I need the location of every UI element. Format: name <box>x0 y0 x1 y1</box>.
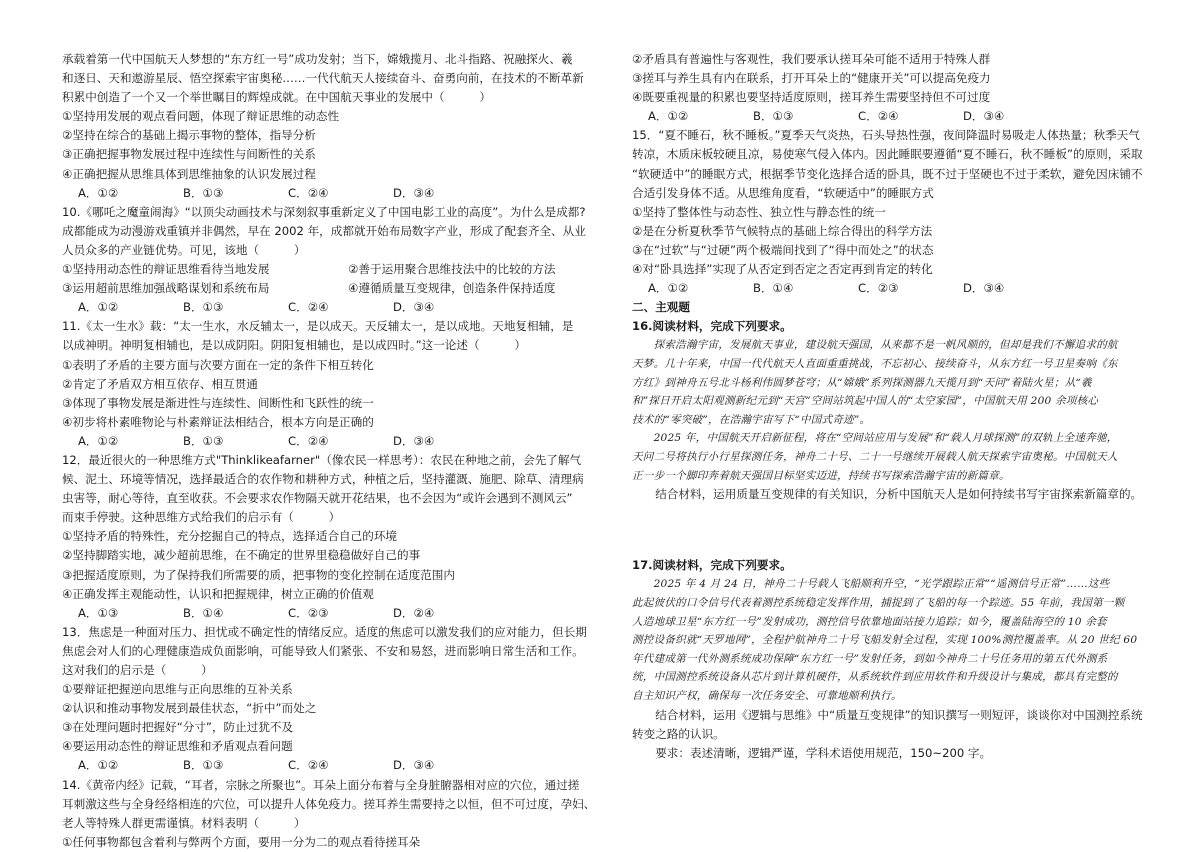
option-a: A．①② <box>648 109 689 124</box>
answer-space <box>632 504 1179 556</box>
question-15 <box>632 126 1179 298</box>
q14-item: ②矛盾具有普遍性与客观性，我们要承认搓耳朵可能不适用于特殊人群 <box>632 52 991 66</box>
option-c: C．②③ <box>288 605 329 620</box>
q16-material-line: 正一步一个脚印奔着航天强国目标坚实迈进，持续书写探索浩瀚宇宙的新篇章。 <box>632 469 1010 482</box>
q15-stem-line: 15．“夏不睡石，秋不睡板。”夏季天气炎热，石头导热性强，夜间降温时易吸走人体热量；秋季天气 <box>632 128 1140 143</box>
q11-stem-line: 以成神明。神明复相辅也，是以成阴阳。阴阳复相辅也，是以成四时。”这一论述（ ） <box>62 338 526 353</box>
option-c: C．②④ <box>288 185 329 200</box>
q10-item-row <box>62 279 609 298</box>
question-12 <box>62 451 609 623</box>
q16-material-line: 天问二号将执行小行星探测任务，神舟二十号、二十一号继续开展载人航天探索宇宙奥秘。中国航天人 <box>632 450 1118 463</box>
q17-material-line: 年代建成第一代外测系统成功保障“东方红一号”发射任务，到如今神舟二十号任务用的第五代外测系 <box>632 652 1108 665</box>
q12-stem-line: 虫害等，耐心等待，直至收获。不会要求农作物隔天就开花结果，也不会因为“或许会遇到不测风云” <box>62 491 573 506</box>
q15-item: ④对“卧具选择”实现了从否定到否定之否定再到肯定的转化 <box>632 262 933 277</box>
option-c: C．②④ <box>858 109 899 124</box>
q10-item: ③运用超前思维加强战略谋划和系统布局 <box>62 281 270 296</box>
q17-material-line: 自主知识产权，确保每一次任务安全、可靠地顺利执行。 <box>632 689 902 702</box>
q9-options <box>62 184 609 203</box>
q15-item: ②是在分析夏秋季节气候特点的基础上综合得出的科学方法 <box>632 223 933 238</box>
q12-stem-line: 而束手停驶。这种思维方式给我们的启示有（ ） <box>62 510 341 525</box>
q17-note: 要求：表述清晰，逻辑严谨，学科术语使用规范，150~200 字。 <box>632 745 992 760</box>
q10-stem-line: 10.《哪吒之魔童闹海》“以顶尖动画技术与深刻叙事重新定义了中国电影工业的高度”。为什么是成都? <box>62 204 586 219</box>
q13-item: ②认识和推动事物发展到最佳状态，“折中”而处之 <box>62 701 317 716</box>
q16-requirement: 结合材料，运用质量互变规律的有关知识，分析中国航天人是如何持续书写宇宙探索新篇章的。 <box>632 487 1143 502</box>
option-b: B．①④ <box>753 281 794 296</box>
option-c: C．②④ <box>288 758 329 773</box>
q15-item: ①坚持了整体性与动态性、独立性与静态性的统一 <box>632 204 886 219</box>
question-14 <box>62 776 609 852</box>
q14-item: ①任何事物都包含着利与弊两个方面，要用一分为二的观点看待搓耳朵 <box>62 834 421 849</box>
question-17 <box>632 556 1179 763</box>
q13-stem-line: 13．焦虑是一种面对压力、担忧或不确定性的情绪反应。适度的焦虑可以激发我们的应对能力，但长期 <box>62 624 587 639</box>
q15-stem-line: 合适引发身体不适。从思维角度看，“软硬适中”的睡眠方式 <box>632 185 934 200</box>
q12-item: ④正确发挥主观能动性，认识和把握规律，树立正确的价值观 <box>62 586 374 601</box>
option-d: D．③④ <box>393 185 435 200</box>
q13-item: ①要辩证把握逆向思维与正向思维的互补关系 <box>62 682 293 697</box>
option-b: B．①③ <box>753 109 794 124</box>
question-9 <box>62 50 609 203</box>
q16-heading: 16.阅读材料，完成下列要求。 <box>632 319 792 334</box>
q12-stem-line: 候、泥土、环境等情况，选择最适合的农作物和耕种方式，种植之后，坚持灌溉、施肥、除草、清理病 <box>62 472 584 487</box>
option-d: D．②④ <box>393 605 435 620</box>
option-c: C．②④ <box>288 300 329 315</box>
q9-item: ④正确把握从思维具体到思维抽象的认识发展过程 <box>62 166 316 181</box>
option-b: B．①③ <box>183 185 224 200</box>
option-b: B．①③ <box>183 433 224 448</box>
q13-stem-line: 焦虑会对人们的心理健康造成负面影响，可能导致人们紧张、不安和易怒，进而影响日常生活和工作。 <box>62 643 584 658</box>
q9-stem-line: 和逐日、天和遨游星辰、悟空探索宇宙奥秘……一代代航天人接续奋斗、奋勇向前，在技术的不断革新 <box>62 71 584 86</box>
q14-item: ③搓耳与养生具有内在联系，打开耳朵上的“健康开关”可以提高免疫力 <box>632 71 991 86</box>
q11-item: ③体现了事物发展是渐进性与连续性、间断性和飞跃性的统一 <box>62 395 374 410</box>
q10-item-row <box>62 260 609 279</box>
option-a: A．①② <box>648 281 689 296</box>
option-d: D．③④ <box>393 433 435 448</box>
option-b: B．①③ <box>183 758 224 773</box>
option-d: D．③④ <box>393 300 435 315</box>
q16-material-line: 和”探日开启太阳观测新纪元到“天宫”空间站筑起中国人的“太空家园”，中国航天用 200 余项核心 <box>632 395 1099 408</box>
option-b: B．①④ <box>183 605 224 620</box>
q17-material-line: 此起彼伏的口令信号代表着测控系统稳定发挥作用，捕捉到了飞船的每一个踪迹。55 年前，我国第一颗 <box>632 596 1125 609</box>
q14-stem-line: 老人等特殊人群更需谨慎。材料表明（ ） <box>62 815 306 830</box>
option-a: A．①② <box>78 300 119 315</box>
q9-stem-line: 承载着第一代中国航天人梦想的“东方红一号”成功发射；当下，嫦娥揽月、北斗指路、祝融探火、羲 <box>62 52 573 66</box>
q16-material-line: 天梦。几十年来，中国一代代航天人直面重重挑战，不忘初心、接续奋斗，从东方红一号卫星奏响《东 <box>632 358 1118 370</box>
question-14-continued <box>632 50 1179 126</box>
q10-options <box>62 298 609 317</box>
option-a: A．①② <box>78 758 119 773</box>
q17-material-line: 2025 年 4 月 24 日，神舟二十号载人飞船顺利升空，“光学跟踪正常”“遥测信号正常”……这些 <box>632 578 1110 591</box>
q13-item: ③在处理问题时把握好“分寸”，防止过犹不及 <box>62 720 294 735</box>
q11-options <box>62 432 609 451</box>
question-16 <box>632 317 1179 504</box>
q9-item: ②坚持在综合的基础上揭示事物的整体，指导分析 <box>62 128 316 143</box>
q16-material-line: 2025 年，中国航天开启新征程，将在“空间站应用与发展”和“载人月球探测”的双轨上全速奔驰， <box>632 432 1118 445</box>
q12-item: ②坚持脚踏实地，减少超前思维，在不确定的世界里稳稳做好自己的事 <box>62 548 421 563</box>
q9-stem-line: 积累中创造了一个又一个举世瞩目的辉煌成就。在中国航天事业的发展中（ ） <box>62 90 491 105</box>
q12-stem-line: 12．最近很火的一种思维方式"Thinklikeafarner"（像农民一样思考）：农民在种地之前，会先了解气 <box>62 452 582 467</box>
option-a: A．①② <box>78 185 119 200</box>
q16-material-line: 技术的“零突破”，在浩瀚宇宙写下“中国式奇迹”。 <box>632 413 871 426</box>
option-b: B．①③ <box>183 300 224 315</box>
q13-stem-line: 这对我们的启示是（ ） <box>62 663 213 677</box>
option-c: C．②④ <box>288 433 329 448</box>
q10-item: ①坚持用动态性的辩证思维看待当地发展 <box>62 262 270 277</box>
q12-options <box>62 604 609 623</box>
question-10 <box>62 203 609 318</box>
q17-material-line: 统，中国测控系统设备从芯片到计算机硬件，从系统软件到应用软件和升级设计与集成，都具有完整的 <box>632 671 1118 684</box>
q15-options <box>632 279 1179 298</box>
q14-options <box>632 107 1179 126</box>
q17-material-line: 测控设备织就“天罗地网”，全程护航神舟二十号飞船发射全过程，实现 100%测控覆盖率。从 20 世纪 60 <box>632 634 1138 647</box>
q15-stem-line: 转凉，木质床板较硬且凉，易使寒气侵入体内。因此睡眠要遵循“夏不睡石，秋不睡板”的原则，采取 <box>632 147 1143 162</box>
q11-item: ②肯定了矛盾双方相互依存、相互贯通 <box>62 376 258 391</box>
q13-options <box>62 756 609 775</box>
q11-item: ①表明了矛盾的主要方面与次要方面在一定的条件下相互转化 <box>62 357 374 372</box>
q17-heading: 17.阅读材料，完成下列要求。 <box>632 558 792 573</box>
q11-stem-line: 11.《太一生水》载：“太一生水，水反辅太一，是以成天。天反辅太一，是以成地。天地复相辅，是 <box>62 319 574 334</box>
q10-stem-line: 人员众多的产业链优势。可见，该地（ ） <box>62 242 306 257</box>
question-13 <box>62 623 609 776</box>
q10-item: ④遵循质量互变规律，创造条件保持适度 <box>348 281 556 296</box>
q11-item: ④初步将朴素唯物论与朴素辩证法相结合，根本方向是正确的 <box>62 414 374 429</box>
q9-item: ③正确把握事物发展过程中连续性与间断性的关系 <box>62 147 316 162</box>
q10-stem-line: 成都能成为动漫游戏重镇并非偶然，早在 2002 年，成都就开始布局数字产业，形成了配套齐全、从业 <box>62 223 586 238</box>
q15-stem-line: “软硬适中”的睡眠方式，根据季节变化选择合适的卧具，既不过于坚硬也不过于柔软，避免因床铺不 <box>632 166 1143 181</box>
q17-material-line: 人造地球卫星“东方红一号”发射成功，测控信号依靠地面站接力追踪；如今，覆盖陆海空的 10 余套 <box>632 615 1107 628</box>
q16-material-line: 方红》到神舟五号北斗杨利伟圆梦苍穹；从“嫦娥”系列探测器九天揽月到“天问”着陆火星；从“羲 <box>632 376 1092 389</box>
option-d: D．③④ <box>393 758 435 773</box>
q17-requirement-line: 结合材料，运用《逻辑与思维》中“质量互变规律”的知识撰写一则短评，谈谈你对中国测控系统 <box>632 707 1143 722</box>
option-a: A．①③ <box>78 605 119 620</box>
q17-requirement-line: 转变之路的认识。 <box>632 726 725 741</box>
option-a: A．①② <box>78 433 119 448</box>
q14-stem-line: 耳刺激这些与全身经络相连的穴位，可以提升人体免疫力。搓耳养生需要持之以恒，但不可过度，孕妇、 <box>62 796 596 811</box>
q12-item: ③把握适度原则，为了保持我们所需要的质，把事物的变化控制在适度范围内 <box>62 567 455 582</box>
left-column <box>62 50 609 852</box>
option-c: C．②③ <box>858 281 899 296</box>
q14-item: ④既要重视量的积累也要坚持适度原则，搓耳养生需要坚持但不可过度 <box>632 90 991 105</box>
section-title: 二、主观题 <box>632 300 690 315</box>
q13-item: ④要运用动态性的辩证思维和矛盾观点看问题 <box>62 739 293 754</box>
question-11 <box>62 317 609 451</box>
option-d: D．③④ <box>963 109 1005 124</box>
q15-item: ③在“过软”与“过硬”两个极端间找到了“得中而处之”的状态 <box>632 242 934 257</box>
q12-item: ①坚持矛盾的特殊性，充分挖掘自己的特点，选择适合自己的环境 <box>62 529 398 544</box>
q9-item: ①坚持用发展的观点看问题，体现了辩证思维的动态性 <box>62 109 340 124</box>
q16-material-line: 探索浩瀚宇宙，发展航天事业，建设航天强国，从来都不是一帆风顺的，但却是我们不懈追求的航 <box>632 339 1118 352</box>
q10-item: ②善于运用聚合思维技法中的比较的方法 <box>348 262 556 277</box>
option-d: D．③④ <box>963 281 1005 296</box>
q14-stem-line: 14.《黄帝内经》记载，“耳者，宗脉之所聚也”。耳朵上面分布着与全身脏腑器相对应的穴位，通过搓 <box>62 777 580 792</box>
right-column <box>632 50 1179 763</box>
